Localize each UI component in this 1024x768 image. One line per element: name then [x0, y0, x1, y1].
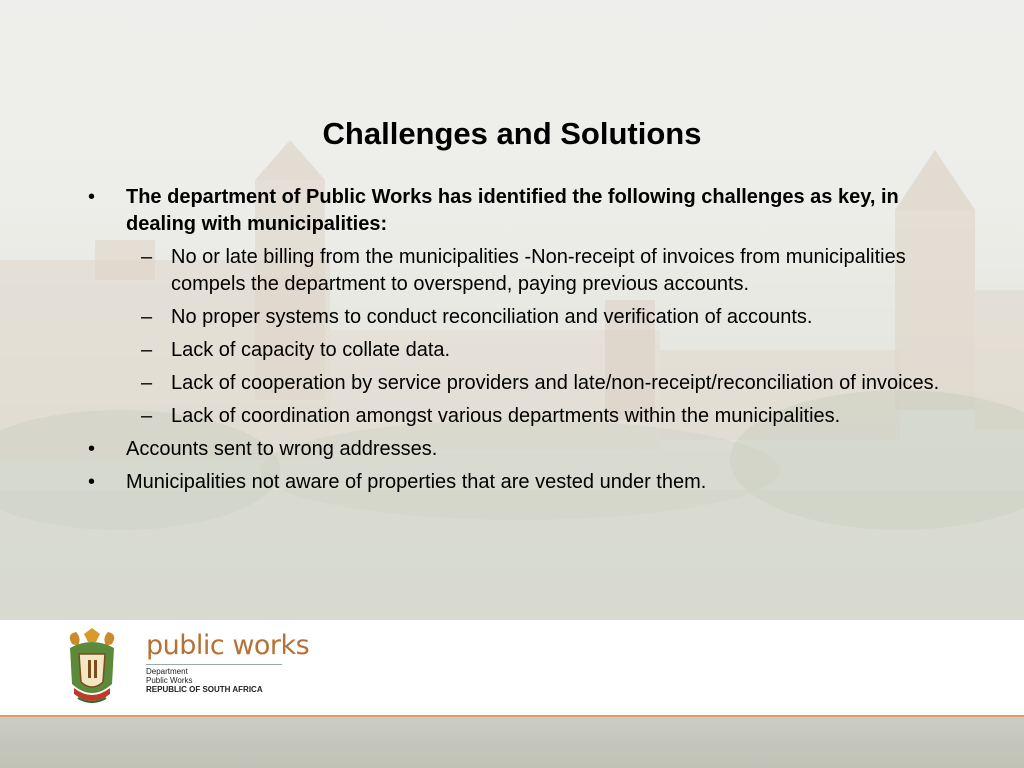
dash-marker: –: [141, 339, 153, 361]
sub-bullet-text: No or late billing from the municipalities -Non-receipt of invoices from municipalities compels the department to overspend, paying previous accounts.: [171, 246, 906, 295]
bullet-text: Municipalities not aware of properties that are vested under them.: [126, 471, 707, 493]
logo-rule: [146, 664, 282, 665]
bullet-text: Accounts sent to wrong addresses.: [126, 438, 438, 460]
dash-marker: –: [141, 246, 153, 268]
bullet-marker: •: [88, 438, 96, 460]
sub-bullet-item: [126, 244, 950, 298]
coat-of-arms-icon: [62, 628, 122, 706]
public-works-logo: [62, 628, 312, 708]
logo-line-2: Public Works: [146, 676, 193, 685]
sub-bullet-list: [126, 244, 950, 430]
sub-bullet-item: [126, 403, 950, 430]
bullet-item: [80, 184, 950, 430]
sub-bullet-item: [126, 370, 950, 397]
logo-line-1: Department: [146, 667, 188, 676]
sub-bullet-text: Lack of cooperation by service providers and late/non-receipt/reconciliation of invoices.: [171, 372, 940, 394]
bullet-item: [80, 469, 950, 496]
dash-marker: –: [141, 405, 153, 427]
slide-title: Challenges and Solutions: [322, 116, 702, 151]
bullet-marker: •: [88, 186, 96, 208]
bullet-marker: •: [88, 471, 96, 493]
logo-wordmark: public works: [146, 630, 310, 661]
sub-bullet-text: Lack of capacity to collate data.: [171, 339, 451, 361]
bullet-item: [80, 436, 950, 463]
bullet-list: [80, 184, 950, 496]
sub-bullet-text: Lack of coordination amongst various departments within the municipalities.: [171, 405, 841, 427]
logo-line-3: REPUBLIC OF SOUTH AFRICA: [146, 685, 263, 694]
dash-marker: –: [141, 306, 153, 328]
bottom-strip: [0, 717, 1024, 768]
sub-bullet-item: [126, 304, 950, 331]
sub-bullet-text: No proper systems to conduct reconciliation and verification of accounts.: [171, 306, 813, 328]
bullet-text: The department of Public Works has identified the following challenges as key, in dealing with municipalities:: [126, 186, 899, 235]
sub-bullet-item: [126, 337, 950, 364]
dash-marker: –: [141, 372, 153, 394]
slide-content: [80, 184, 950, 502]
